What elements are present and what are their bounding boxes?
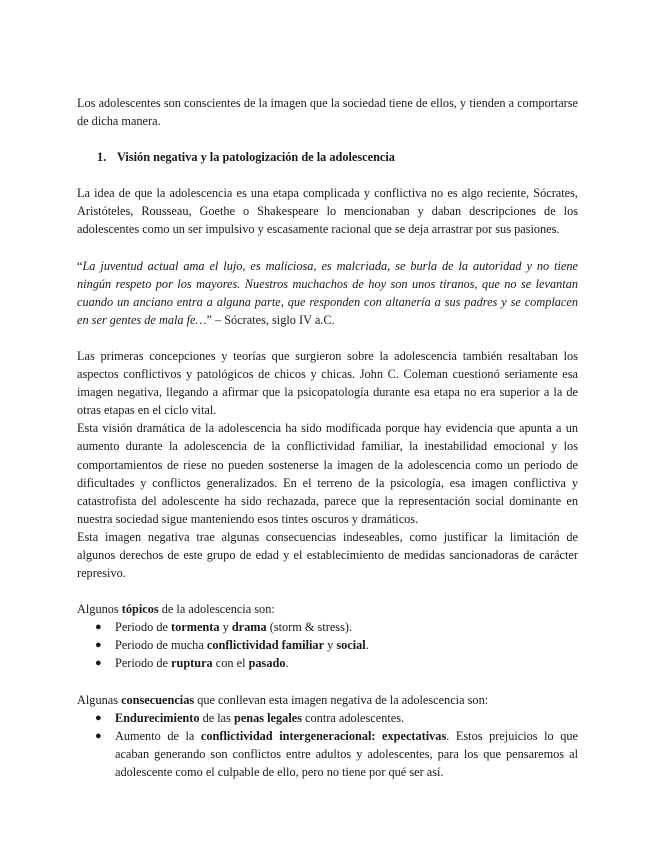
consequences-intro [77,691,578,709]
topics-intro [77,600,578,618]
list-item: ● Periodo de tormenta y drama (storm & stress). [77,618,578,636]
topics-intro-bold: tópicos [121,602,159,617]
list-item: ● Aumento de la conflictividad intergeneracional: expectativas. Estos prejuicios lo que acaban generando son conflictos entre adultos y adolescentes, para los que pensaremos al adolescente como el culpable de ello, pero no tiene por qué ser así. [95,728,578,779]
list-item: ● Periodo de ruptura con el pasado. [77,654,578,672]
list-item: ● Endurecimiento de las penas legales contra adolescentes. [77,709,578,727]
heading-title: Visión negativa y la patologización de la adolescencia [117,150,395,165]
dramatic-vision-paragraph: Esta visión dramática de la adolescencia ha sido modificada porque hay evidencia que apunta a un aumento durante la adolescencia de la conflictividad familiar, la inestabilidad emocional y los comportamientos de riese no pueden sostenerse la imagen de la adolescencia como un periodo de dificultades y conflictos generalizados. En el terreno de la psicología, esa imagen conflictiva y catastrofista del adolescente ha sido rechazada, parece que la representación social dominante en nuestra sociedad sigue manteniendo esos tintes oscuros y dramáticos. [77,421,578,526]
first-conceptions-paragraph: Las primeras concepciones y teorías que surgieron sobre la adolescencia también resaltaban los aspectos conflictivos y patológicos de chicos y chicas. John C. Coleman cuestionó seriamente esa imagen negativa, llegando a afirmar que la psicopatología durante esa etapa no era superior a la de otras etapas en el ciclo vital. [77,348,578,418]
topics-list [77,618,578,672]
bullet-icon: ● [95,729,102,742]
consequences-intro-bold: consecuencias [121,692,195,707]
bullet-icon: ● [95,639,102,652]
intro-paragraph: Los adolescentes son conscientes de la imagen que la sociedad tiene de ellos, y tienden a comportarse de dicha manera. [77,96,578,129]
bullet-icon: ● [95,657,102,670]
consequences-intro-post: que conllevan esta imagen negativa de la adolescencia son: [194,692,489,707]
quote-attribution: – Sócrates, siglo IV a.C. [211,312,335,327]
heading-number: 1. [97,150,107,165]
bullet-icon: ● [95,711,102,724]
section-heading [77,148,578,166]
consequences-list [77,709,578,781]
idea-paragraph: La idea de que la adolescencia es una etapa complicada y conflictiva no es algo reciente, Sócrates, Aristóteles, Rousseau, Goethe o Shakespeare lo mencionaban y daban descripciones de los adolescentes como un ser impulsivo y escasamente racional que se deja arrastrar por sus pasiones. [77,186,578,237]
negative-image-paragraph: Esta imagen negativa trae algunas consecuencias indeseables, como justificar la limitación de algunos derechos de este grupo de edad y el establecimiento de medidas sancionadoras de carácter represivo. [77,529,578,581]
consequences-intro-pre: Algunas [77,692,122,707]
topics-intro-post: de la adolescencia son: [158,602,275,617]
bullet-icon: ● [95,621,102,634]
quote-paragraph [77,257,578,329]
topics-intro-pre: Algunos [77,602,122,617]
quote-open-mark: “ [77,258,83,273]
quote-close-mark: ” [206,312,212,327]
list-item: ● Periodo de mucha conflictividad familiar y social. [77,636,578,654]
quote-text: La juventud actual ama el lujo, es maliciosa, es malcriada, se burla de la autoridad y no tiene ningún respeto por los mayores. Nuestros muchachos de hoy son unos tiranos, que no se levantan cuando un anciano entra a alguna parte, que responden con altanería a sus padres y se complacen en ser gentes de mala fe… [77,258,578,327]
